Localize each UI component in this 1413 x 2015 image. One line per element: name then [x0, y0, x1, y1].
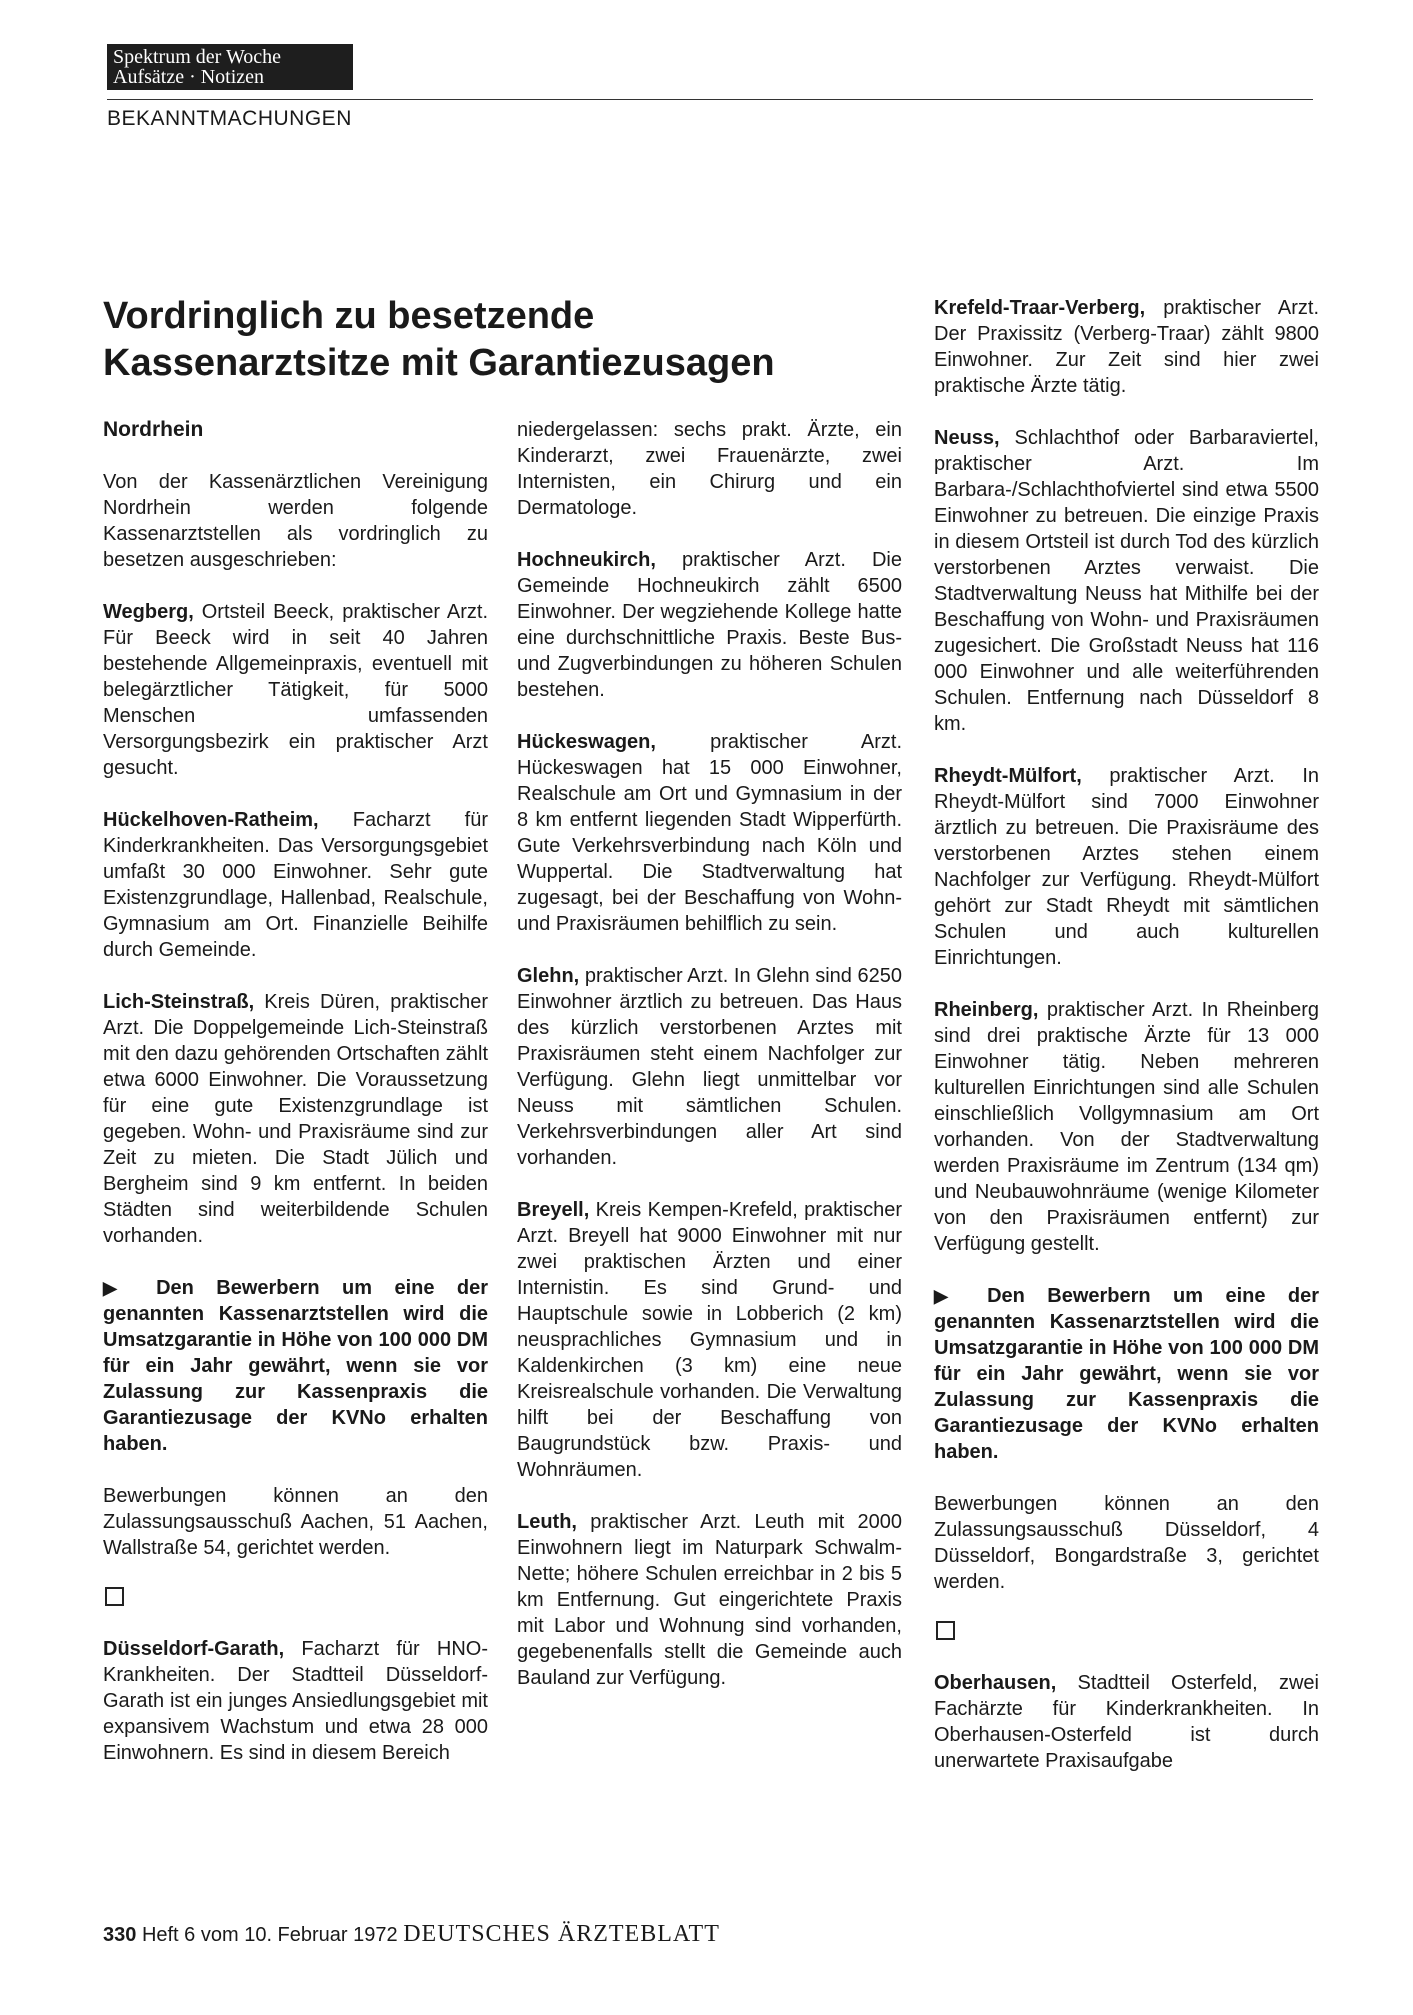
masthead-line-2: Aufsätze · Notizen: [113, 66, 265, 88]
section-end-box-icon: [105, 1587, 124, 1606]
listing-text: praktischer Arzt. In Glehn sind 6250 Einwohner ärztlich zu betreuen. Das Haus des kürzlich verstorbenen Arztes mit Praxisräumen steht einem Nachfolger zur Verfügung. Glehn liegt unmittelbar vor Neuss mit sämtlichen Schulen. Verkehrsverbindungen aller Art sind vorhanden.: [517, 965, 902, 1169]
place-name: Hückeswagen,: [517, 731, 656, 753]
place-name: Düsseldorf-Garath,: [103, 1638, 285, 1660]
place-name: Rheinberg,: [934, 999, 1039, 1021]
listing-wegberg: [103, 599, 488, 781]
listing-text: Kreis Düren, praktischer Arzt. Die Doppelgemeinde Lich-Steinstraß mit den dazu gehörenden Ortschaften zählt etwa 6000 Einwohner. Die Voraussetzung für eine gute Existenzgrundlage ist gegeben. Wohn- und Praxisräume sind zur Zeit zu mieten. Die Stadt Jülich und Bergheim sind 9 km entfernt. In beiden Städten sind weiterbildende Schulen vorhanden.: [103, 991, 488, 1247]
listing-krefeld-traar-verberg: [934, 295, 1319, 399]
notice-text: Den Bewerbern um eine der genannten Kassenarztstellen wird die Umsatzgarantie in Höhe von 100 000 DM für ein Jahr gewährt, wenn sie vor Zulassung zur Kassenpraxis die Garantiezusage der KVNo erhalten haben.: [934, 1285, 1319, 1463]
listing-text: praktischer Arzt. In Rheydt-Mülfort sind 7000 Einwohner ärztlich zu betreuen. Die Praxisräume des verstorbenen Arztes stehen einem Nachfolger zur Verfügung. Rheydt-Mülfort gehört zur Stadt Rheydt mit sämtlichen Schulen und auch kulturellen Einrichtungen.: [934, 765, 1319, 969]
place-name: Leuth,: [517, 1511, 577, 1533]
column-1: [103, 417, 488, 1792]
listing-text: Ortsteil Beeck, praktischer Arzt. Für Beeck wird in seit 40 Jahren bestehende Allgemeinpraxis, eventuell mit belegärztlicher Tätigkeit, für 5000 Menschen umfassenden Versorgungsbezirk ein praktischer Arzt gesucht.: [103, 601, 488, 779]
page-number: 330: [103, 1924, 137, 1946]
journal-name: DEUTSCHES ÄRZTEBLATT: [403, 1921, 720, 1947]
listing-rheydt-muelfort: [934, 763, 1319, 971]
application-paragraph: Bewerbungen können an den Zulassungsausschuß Düsseldorf, 4 Düsseldorf, Bongardstraße 3, gerichtet werden.: [934, 1493, 1319, 1593]
listing-oberhausen: [934, 1670, 1319, 1774]
listing-hochneukirch: [517, 547, 902, 703]
place-name: Neuss,: [934, 427, 1000, 449]
masthead-badge: [107, 44, 353, 90]
listing-hueckeswagen: [517, 729, 902, 937]
listing-text: praktischer Arzt. Hückeswagen hat 15 000 Einwohner, Realschule am Ort und Gymnasium in der 8 km entfernt liegenden Stadt Wipperfürth. Gute Verkehrsverbindung nach Köln und Wuppertal. Die Stadtverwaltung hat zugesagt, bei der Beschaffung von Wohn- und Praxisräumen behilflich zu sein.: [517, 731, 902, 935]
page-title: [103, 293, 903, 387]
title-line-2: Kassenarztsitze mit Garantiezusagen: [103, 342, 775, 384]
listing-text: praktischer Arzt. Leuth mit 2000 Einwohnern liegt im Naturpark Schwalm-Nette; höhere Schulen erreichbar in 2 bis 5 km Entfernung. Gut eingerichtete Praxis mit Labor und Wohnung sind vorhanden, gegebenenfalls stellt die Gemeinde auch Bauland zur Verfügung.: [517, 1511, 902, 1689]
listing-text: Facharzt für Kinderkrankheiten. Das Versorgungsgebiet umfaßt 30 000 Einwohner. Sehr gute Existenzgrundlage, Hallenbad, Realschule, Gymnasium am Ort. Finanzielle Beihilfe durch Gemeinde.: [103, 809, 488, 961]
listing-text: Schlachthof oder Barbaraviertel, praktischer Arzt. Im Barbara-/Schlachthofviertel sind etwa 5500 Einwohner zu betreuen. Die einzige Praxis in diesem Ortsteil ist durch Tod des kürzlich verstorbenen Arztes verwaist. Die Stadtverwaltung Neuss hat Mithilfe bei der Beschaffung von Wohn- und Praxisräumen zugesichert. Die Großstadt Neuss hat 116 000 Einwohner und alle weiterführenden Schulen. Entfernung nach Düsseldorf 8 km.: [934, 427, 1319, 735]
place-name: Wegberg,: [103, 601, 194, 623]
guarantee-notice: [934, 1283, 1319, 1465]
place-name: Rheydt-Mülfort,: [934, 765, 1082, 787]
continued-paragraph: niedergelassen: sechs prakt. Ärzte, ein Kinderarzt, zwei Frauenärzte, zwei Internisten, ein Chirurg und ein Dermatologe.: [517, 419, 902, 519]
title-line-1: Vordringlich zu besetzende: [103, 295, 595, 337]
section-label: BEKANNTMACHUNGEN: [107, 107, 352, 130]
page-footer: [103, 1921, 720, 1948]
application-paragraph: Bewerbungen können an den Zulassungsausschuß Aachen, 51 Aachen, Wallstraße 54, gerichtet werden.: [103, 1485, 488, 1559]
notice-text: Den Bewerbern um eine der genannten Kassenarztstellen wird die Umsatzgarantie in Höhe von 100 000 DM für ein Jahr gewährt, wenn sie vor Zulassung zur Kassenpraxis die Garantiezusage der KVNo erhalten haben.: [103, 1277, 488, 1455]
triangle-arrow-icon: ▶: [103, 1278, 134, 1298]
issue-info: Heft 6 vom 10. Februar 1972: [141, 1924, 398, 1946]
listing-text: praktischer Arzt. Der Praxissitz (Verberg-Traar) zählt 9800 Einwohner. Zur Zeit sind hier zwei praktische Ärzte tätig.: [934, 297, 1319, 397]
listing-text: praktischer Arzt. Die Gemeinde Hochneukirch zählt 6500 Einwohner. Der wegziehende Kollege hatte eine durchschnittliche Praxis. Beste Bus- und Zugverbindungen zu höheren Schulen bestehen.: [517, 549, 902, 701]
section-end-box-icon: [936, 1621, 955, 1640]
place-name: Oberhausen,: [934, 1672, 1057, 1694]
masthead-line-1: Spektrum der Woche: [113, 46, 281, 68]
listing-text: Stadtteil Osterfeld, zwei Fachärzte für Kinderkrankheiten. In Oberhausen-Osterfeld ist durch unerwartete Praxisaufgabe: [934, 1672, 1319, 1772]
header-rule: [107, 99, 1313, 100]
listing-glehn: [517, 963, 902, 1171]
column-2: [517, 417, 902, 1717]
column-3: [934, 295, 1319, 1800]
listing-duesseldorf-garath: [103, 1636, 488, 1766]
place-name: Krefeld-Traar-Verberg,: [934, 297, 1146, 319]
region-heading: Nordrhein: [103, 418, 204, 441]
place-name: Lich-Steinstraß,: [103, 991, 255, 1013]
listing-lich-steinstrass: [103, 989, 488, 1249]
place-name: Glehn,: [517, 965, 580, 987]
listing-neuss: [934, 425, 1319, 737]
listing-hueckelhoven: [103, 807, 488, 963]
guarantee-notice: [103, 1275, 488, 1457]
place-name: Hochneukirch,: [517, 549, 656, 571]
intro-paragraph: Von der Kassenärztlichen Vereinigung Nordrhein werden folgende Kassenarztstellen als vordringlich zu besetzen ausgeschrieben:: [103, 471, 488, 571]
triangle-arrow-icon: ▶: [934, 1286, 965, 1306]
listing-leuth: [517, 1509, 902, 1691]
listing-text: Kreis Kempen-Krefeld, praktischer Arzt. Breyell hat 9000 Einwohner mit nur zwei praktischen Ärzten und einer Internistin. Es sind Grund- und Hauptschule sowie in Lobberich (2 km) neusprachliches Gymnasium und in Kaldenkirchen (3 km) eine neue Kreisrealschule vorhanden. Die Verwaltung hilft bei der Beschaffung von Baugrundstück bzw. Praxis- und Wohnräumen.: [517, 1199, 902, 1481]
place-name: Breyell,: [517, 1199, 590, 1221]
listing-text: Facharzt für HNO-Krankheiten. Der Stadtteil Düsseldorf-Garath ist ein junges Ansiedlungsgebiet mit expansivem Wachstum und etwa 28 000 Einwohnern. Es sind in diesem Bereich: [103, 1638, 488, 1764]
listing-breyell: [517, 1197, 902, 1483]
listing-rheinberg: [934, 997, 1319, 1257]
place-name: Hückelhoven-Ratheim,: [103, 809, 319, 831]
listing-text: praktischer Arzt. In Rheinberg sind drei praktische Ärzte für 13 000 Einwohner tätig. Neben mehreren kulturellen Einrichtungen sind alle Schulen einschließlich Vollgymnasium am Ort vorhanden. Von der Stadtverwaltung werden Praxisräume im Zentrum (134 qm) und Neubauwohnräume (wenige Kilometer von den Praxisräumen entfernt) zur Verfügung gestellt.: [934, 999, 1319, 1255]
